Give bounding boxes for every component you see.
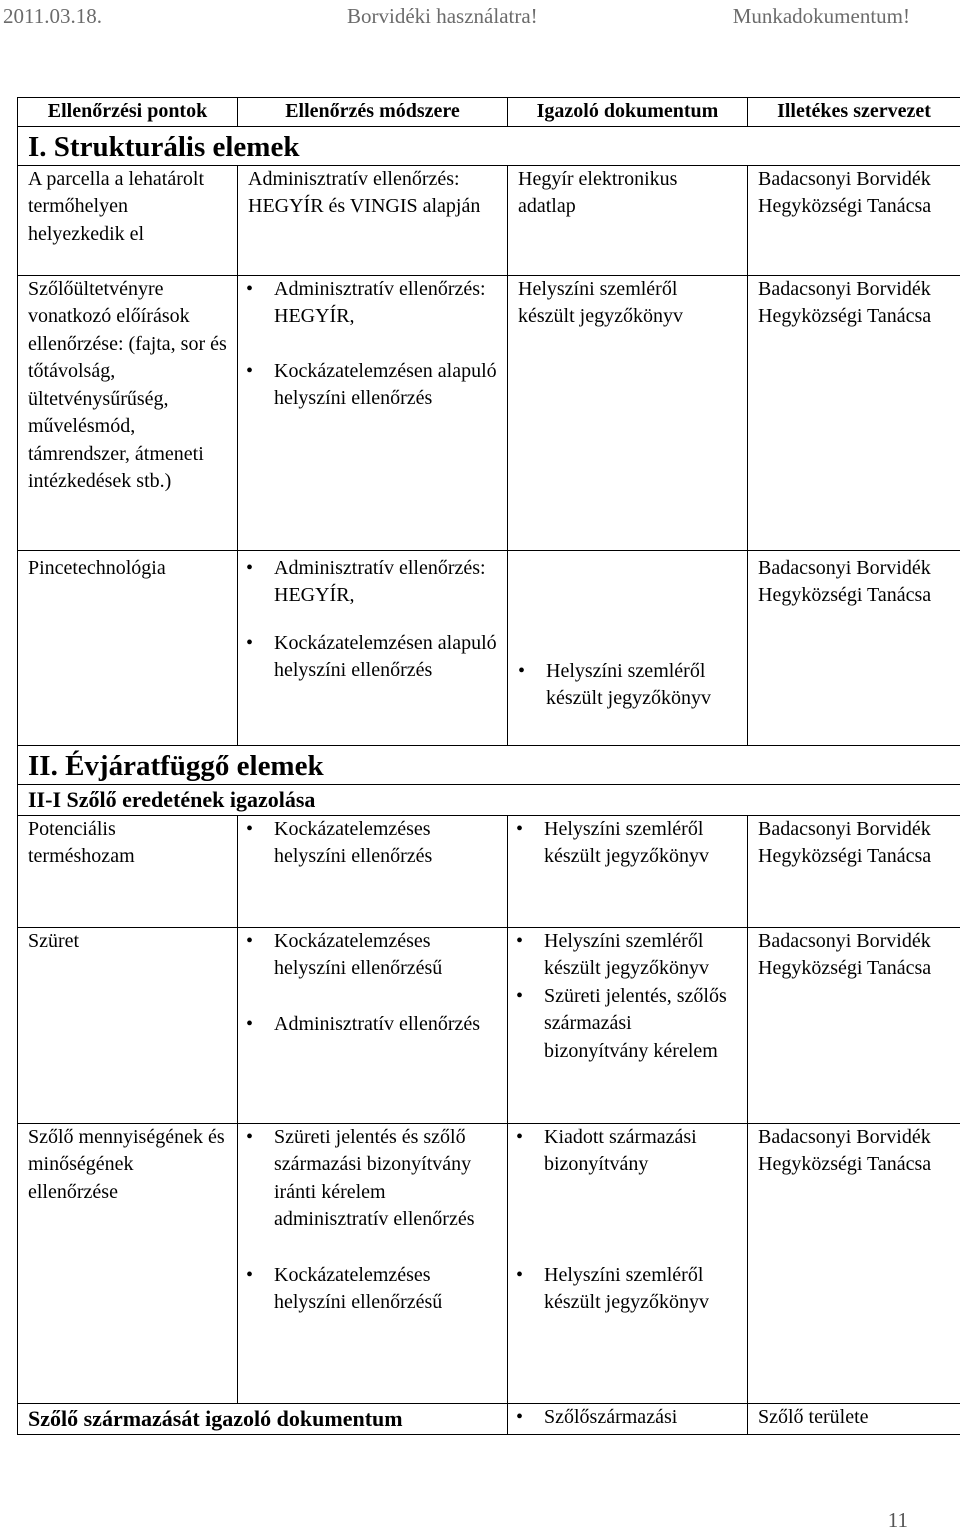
table-row [18, 550, 960, 745]
control-point: Szüret [18, 927, 238, 1123]
control-table [17, 97, 960, 1435]
document-item: • Helyszíni szemléről készült jegyzőkönyv [520, 658, 737, 713]
document-item: • Helyszíni szemléről készült jegyzőkönyv [518, 816, 737, 871]
table-row [18, 1123, 960, 1403]
header-title: Borvidéki használatra! [347, 4, 538, 29]
control-method [238, 550, 508, 745]
column-header: Igazoló dokumentum [508, 98, 748, 127]
subsection-heading-row [18, 784, 960, 815]
supporting-document [508, 815, 748, 927]
responsible-org: Badacsonyi Borvidék Hegyközségi Tanácsa [748, 1123, 960, 1403]
header-date: 2011.03.18. [3, 4, 102, 29]
control-point: Pincetechnológia [18, 550, 238, 745]
section-title: I. Strukturális elemek [18, 126, 960, 165]
method-item: • Kockázatelemzésen alapuló helyszíni ellenőrzés [248, 358, 497, 413]
control-method [238, 927, 508, 1123]
method-item: • Kockázatelemzéses helyszíni ellenőrzésű [248, 1262, 497, 1317]
control-point: Potenciális terméshozam [18, 815, 238, 927]
header-status: Munkadokumentum! [733, 4, 910, 29]
responsible-org: Badacsonyi Borvidék Hegyközségi Tanácsa [748, 275, 960, 550]
footer-row [18, 1403, 960, 1434]
responsible-org: Badacsonyi Borvidék Hegyközségi Tanácsa [748, 815, 960, 927]
control-point: Szőlőültetvényre vonatkozó előírások ellenőrzése: (fajta, sor és tőtávolság, ültetvénysűrűség, művelésmód, támrendszer, átmeneti intézkedések stb.) [18, 275, 238, 550]
control-point: Szőlő mennyiségének és minőségének ellenőrzése [18, 1123, 238, 1403]
method-item: • Adminisztratív ellenőrzés: HEGYÍR, [248, 555, 497, 610]
control-method: Adminisztratív ellenőrzés: HEGYÍR és VINGIS alapján [238, 165, 508, 275]
supporting-document: Hegyír elektronikus adatlap [508, 165, 748, 275]
responsible-org: Badacsonyi Borvidék Hegyközségi Tanácsa [748, 165, 960, 275]
supporting-document [508, 927, 748, 1123]
supporting-document [508, 1123, 748, 1403]
responsible-org: Badacsonyi Borvidék Hegyközségi Tanácsa [748, 927, 960, 1123]
method-item: • Adminisztratív ellenőrzés: HEGYÍR, [248, 276, 497, 331]
supporting-document [508, 550, 748, 745]
section-heading-row [18, 126, 960, 165]
responsible-org: Szőlő területe [748, 1403, 960, 1434]
table-row [18, 815, 960, 927]
table-row [18, 927, 960, 1123]
table-header-row [18, 98, 960, 127]
control-method [238, 1123, 508, 1403]
control-method [238, 275, 508, 550]
table-row [18, 275, 960, 550]
section-heading-row [18, 745, 960, 784]
section-title: II. Évjáratfüggő elemek [18, 745, 960, 784]
method-item: • Kockázatelemzéses helyszíni ellenőrzésű [248, 928, 497, 983]
method-item: • Kockázatelemzéses helyszíni ellenőrzés [248, 816, 497, 871]
supporting-document: Helyszíni szemléről készült jegyzőkönyv [508, 275, 748, 550]
method-item: • Kockázatelemzésen alapuló helyszíni ellenőrzés [248, 630, 497, 685]
table-row [18, 165, 960, 275]
page-number: 11 [888, 1508, 908, 1533]
subsection-title: II-I Szőlő eredetének igazolása [18, 784, 960, 815]
method-item: • Szüreti jelentés és szőlő származási bizonyítvány iránti kérelem adminisztratív ellenőrzés [248, 1124, 497, 1234]
control-method [238, 815, 508, 927]
document-item: • Helyszíni szemléről készült jegyzőkönyv [518, 1262, 737, 1317]
column-header: Illetékes szervezet [748, 98, 960, 127]
method-item: • Adminisztratív ellenőrzés [248, 1011, 497, 1039]
document-item: • Helyszíni szemléről készült jegyzőkönyv [518, 928, 737, 983]
footer-title: Szőlő származását igazoló dokumentum [18, 1403, 508, 1434]
column-header: Ellenőrzés módszere [238, 98, 508, 127]
responsible-org: Badacsonyi Borvidék Hegyközségi Tanácsa [748, 550, 960, 745]
supporting-document [508, 1403, 748, 1434]
document-item: • Szüreti jelentés, szőlős származási bizonyítvány kérelem [518, 983, 737, 1066]
control-point: A parcella a lehatárolt termőhelyen helyezkedik el [18, 165, 238, 275]
document-item: • Szőlőszármazási [518, 1404, 737, 1432]
document-item: • Kiadott származási bizonyítvány [518, 1124, 737, 1179]
column-header: Ellenőrzési pontok [18, 98, 238, 127]
